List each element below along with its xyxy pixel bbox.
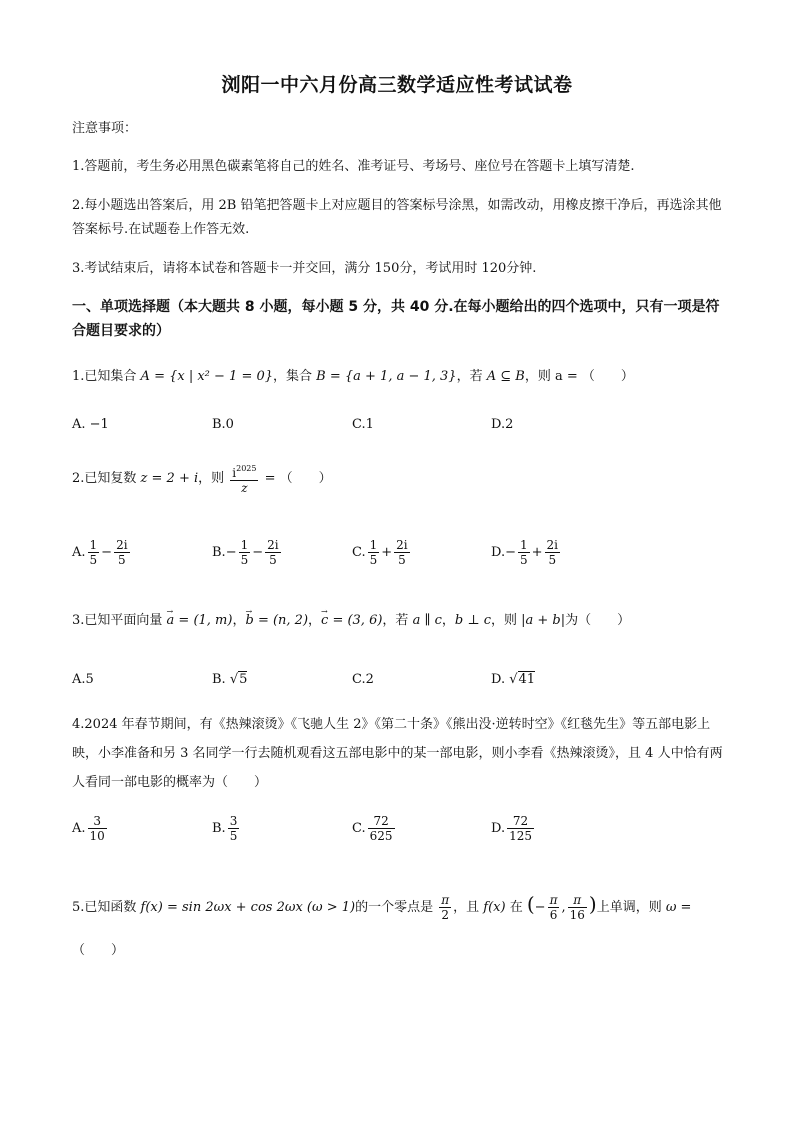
q3-option-c: C.2: [352, 672, 374, 687]
q3-option-a: A.5: [72, 672, 94, 687]
question-2: 2.已知复数 z = 2 + i，则 $\frac{i^{2025}}{z}$ = （ ）: [72, 464, 332, 495]
q2-option-b: B.− $\frac{1}{5}$ − $\frac{2i}{5}$: [212, 538, 279, 567]
question-5-blank: （ ）: [72, 943, 125, 958]
q4-option-a: A. $\frac{3}{10}$: [72, 814, 105, 843]
question-5: 5.已知函数 f(x) = sin 2ωx + cos 2ωx (ω > 1)的一个零点是 $\frac{\pi}{2}$ ，且 f(x) 在 (− $\frac{\pi}{6}$ , $\frac{\pi}{16}$ )上单调，则 ω =: [72, 892, 692, 922]
exam-title: 浏阳一中六月份高三数学适应性考试试卷: [221, 74, 573, 96]
q4-option-d: D. $\frac{72}{125}$: [491, 814, 532, 843]
q4-option-c: C. $\frac{72}{625}$: [352, 814, 393, 843]
q2-option-c: C. $\frac{1}{5}$ + $\frac{2i}{5}$: [352, 538, 408, 567]
q3-option-d: D. √41: [491, 672, 536, 687]
question-1: 1.已知集合 A = {x | x² − 1 = 0}，集合 B = {a + 1, a − 1, 3}，若 A ⊆ B，则 a = （ ）: [72, 369, 634, 384]
q1-option-b: B.0: [212, 417, 234, 432]
notice-heading: 注意事项：: [72, 121, 138, 136]
q3-option-b: B. √5: [212, 672, 248, 687]
notice-item-3: 3.考试结束后，请将本试卷和答题卡一并交回，满分 150分，考试用时 120分钟.: [72, 261, 537, 276]
notice-item-2: 2.每小题选出答案后，用 2B 铅笔把答题卡上对应题目的答案标号涂黑，如需改动，用橡皮擦干净后，再选涂其他答案标号.在试题卷上作答无效.: [72, 198, 722, 237]
question-4: 4.2024 年春节期间，有《热辣滚烫》《飞驰人生 2》《第二十条》《熊出没·逆转时空》《红毯先生》等五部电影上映，小李准备和另 3 名同学一行去随机观看这五部电影中的某一部电影，则小李看《热辣滚烫》，且 4 人中恰有两人看同一部电影的概率为（ ）: [72, 717, 723, 790]
q1-option-d: D.2: [491, 417, 514, 432]
q1-option-c: C.1: [352, 417, 374, 432]
q2-fraction: $\frac{i^{2025}}{z}$: [232, 464, 257, 495]
question-3: 3.已知平面向量 → a = (1, m)，→ b = (n, 2)，→ c = (3, 6)，若 a ∥ c，b ⊥ c，则 |a + b|为（ ）: [72, 610, 630, 632]
q1-option-a: A. −1: [72, 417, 109, 432]
section-heading: 一、单项选择题（本大题共 8 小题，每小题 5 分，共 40 分.在每小题给出的四个选项中，只有一项是符合题目要求的）: [72, 299, 720, 339]
q4-option-b: B. $\frac{3}{5}$: [212, 814, 238, 843]
q2-option-d: D.− $\frac{1}{5}$ + $\frac{2i}{5}$: [491, 538, 559, 567]
q2-option-a: A. $\frac{1}{5}$ − $\frac{2i}{5}$: [72, 538, 128, 567]
notice-item-1: 1.答题前，考生务必用黑色碳素笔将自己的姓名、准考证号、考场号、座位号在答题卡上填写清楚.: [72, 159, 635, 174]
